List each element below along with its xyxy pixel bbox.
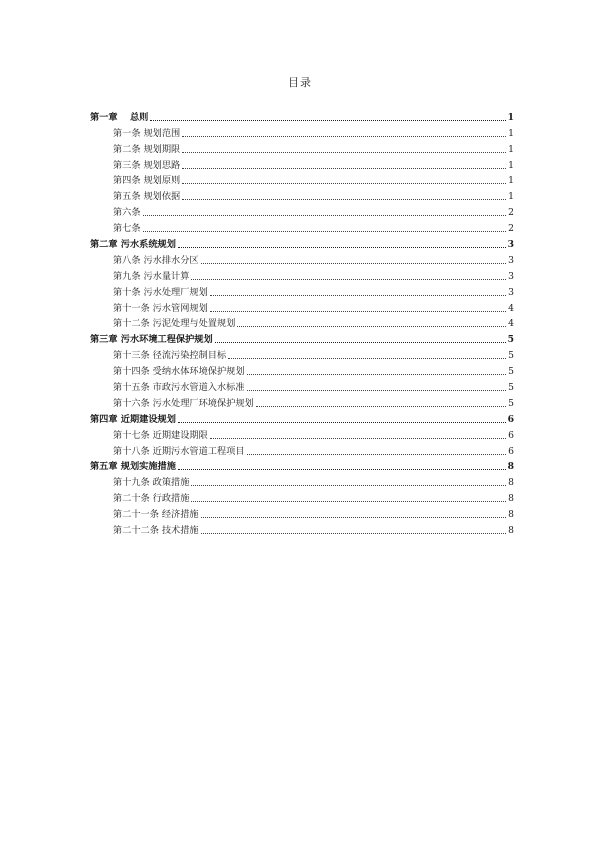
toc-section-entry[interactable] — [90, 251, 514, 267]
toc-dot-leader — [191, 501, 506, 502]
toc-section-entry[interactable] — [90, 473, 514, 489]
toc-dot-leader — [247, 454, 506, 455]
toc-page-number: 8 — [508, 509, 514, 521]
toc-entry-label: 第九条 污水量计算 — [113, 270, 190, 282]
toc-page-number: 8 — [508, 477, 514, 489]
toc-page-number: 1 — [508, 191, 514, 203]
toc-page-number: 6 — [508, 445, 514, 457]
toc-chapter-entry[interactable] — [90, 410, 514, 426]
toc-page-number: 3 — [508, 254, 514, 266]
toc-entry-label: 第十八条 近期污水管道工程项目 — [113, 445, 245, 457]
toc-chapter-entry[interactable] — [90, 108, 514, 124]
toc-entry-label: 第十三条 径流污染控制目标 — [113, 350, 227, 362]
toc-dot-leader — [201, 533, 506, 534]
toc-entry-label: 第十二条 污泥处理与处置规划 — [113, 318, 236, 330]
toc-dot-leader — [215, 342, 506, 343]
toc-page-number: 3 — [507, 239, 514, 251]
toc-dot-leader — [182, 199, 506, 200]
toc-section-entry[interactable] — [90, 394, 514, 410]
toc-page-number: 8 — [508, 525, 514, 537]
toc-page-number: 6 — [508, 429, 514, 441]
toc-dot-leader — [247, 390, 506, 391]
toc-dot-leader — [210, 295, 506, 296]
toc-dot-leader — [143, 231, 506, 232]
toc-section-entry[interactable] — [90, 489, 514, 505]
toc-entry-label: 第二十一条 经济措施 — [113, 509, 199, 521]
toc-page-number: 6 — [507, 413, 514, 425]
toc-dot-leader — [150, 120, 505, 121]
toc-entry-label: 第十六条 污水处理厂环境保护规划 — [113, 397, 254, 409]
toc-page-number: 1 — [508, 143, 514, 155]
toc-dot-leader — [256, 406, 506, 407]
toc-entry-label: 第五条 规划依据 — [113, 191, 181, 203]
toc-entry-label: 第七条 — [113, 223, 141, 235]
toc-page-number: 4 — [508, 318, 514, 330]
toc-entry-label: 第六条 — [113, 207, 141, 219]
toc-entry-label: 第三条 规划思路 — [113, 159, 181, 171]
toc-section-entry[interactable] — [90, 362, 514, 378]
toc-page-number: 3 — [508, 270, 514, 282]
toc-section-entry[interactable] — [90, 426, 514, 442]
toc-page-number: 5 — [508, 350, 514, 362]
toc-chapter-entry[interactable] — [90, 235, 514, 251]
toc-title: 目录 — [288, 76, 312, 89]
toc-section-entry[interactable] — [90, 299, 514, 315]
toc-section-entry[interactable] — [90, 219, 514, 235]
toc-section-entry[interactable] — [90, 156, 514, 172]
toc-page-number: 3 — [508, 286, 514, 298]
table-of-contents — [90, 108, 514, 537]
toc-dot-leader — [178, 469, 506, 470]
toc-page-number: 2 — [508, 207, 514, 219]
toc-dot-leader — [201, 263, 506, 264]
toc-section-entry[interactable] — [90, 315, 514, 331]
toc-page-number: 1 — [507, 111, 514, 123]
toc-page-number: 5 — [508, 397, 514, 409]
toc-section-entry[interactable] — [90, 140, 514, 156]
toc-page-number: 8 — [507, 461, 514, 473]
toc-entry-label: 第十四条 受纳水体环境保护规划 — [113, 366, 245, 378]
toc-dot-leader — [237, 326, 506, 327]
toc-section-entry[interactable] — [90, 283, 514, 299]
toc-dot-leader — [182, 136, 506, 137]
toc-chapter-entry[interactable] — [90, 330, 514, 346]
toc-entry-label: 第二十二条 技术措施 — [113, 525, 199, 537]
toc-section-entry[interactable] — [90, 267, 514, 283]
toc-page-number: 1 — [508, 159, 514, 171]
toc-entry-label: 第十七条 近期建设期限 — [113, 429, 208, 441]
toc-section-entry[interactable] — [90, 124, 514, 140]
toc-section-entry[interactable] — [90, 187, 514, 203]
toc-entry-label: 第十五条 市政污水管道入水标准 — [113, 382, 245, 394]
toc-dot-leader — [210, 438, 506, 439]
toc-entry-label: 第十一条 污水管网规划 — [113, 302, 208, 314]
toc-section-entry[interactable] — [90, 521, 514, 537]
toc-section-entry[interactable] — [90, 346, 514, 362]
toc-entry-label: 第五章 规划实施措施 — [90, 461, 176, 473]
toc-page-number: 5 — [508, 382, 514, 394]
toc-dot-leader — [247, 374, 506, 375]
toc-page-number: 1 — [508, 127, 514, 139]
toc-section-entry[interactable] — [90, 442, 514, 458]
toc-entry-label: 第八条 污水排水分区 — [113, 254, 199, 266]
toc-entry-label: 第二十条 行政措施 — [113, 493, 190, 505]
toc-section-entry[interactable] — [90, 378, 514, 394]
toc-dot-leader — [201, 517, 506, 518]
toc-dot-leader — [143, 215, 506, 216]
toc-entry-label: 第二章 污水系统规划 — [90, 239, 176, 251]
toc-dot-leader — [191, 279, 506, 280]
toc-page-number: 1 — [508, 175, 514, 187]
toc-page-number: 4 — [508, 302, 514, 314]
toc-entry-label: 第四章 近期建设规划 — [90, 413, 176, 425]
toc-entry-label: 第十条 污水处理厂规划 — [113, 286, 208, 298]
toc-dot-leader — [191, 485, 506, 486]
toc-entry-label: 第三章 污水环境工程保护规划 — [90, 334, 213, 346]
toc-entry-label: 第二条 规划期限 — [113, 143, 181, 155]
toc-dot-leader — [178, 247, 506, 248]
toc-page-number: 5 — [507, 334, 514, 346]
toc-dot-leader — [210, 311, 506, 312]
toc-chapter-entry[interactable] — [90, 458, 514, 474]
toc-dot-leader — [228, 358, 506, 359]
toc-entry-label: 第四条 规划原则 — [113, 175, 181, 187]
toc-entry-label: 第一条 规划范围 — [113, 127, 181, 139]
toc-dot-leader — [178, 422, 506, 423]
toc-section-entry[interactable] — [90, 203, 514, 219]
toc-section-entry[interactable] — [90, 505, 514, 521]
toc-dot-leader — [182, 168, 506, 169]
toc-dot-leader — [182, 183, 506, 184]
toc-page-number: 5 — [508, 366, 514, 378]
toc-entry-label: 第十九条 政策措施 — [113, 477, 190, 489]
toc-entry-label: 第一章 总则 — [90, 111, 149, 123]
toc-page-number: 8 — [508, 493, 514, 505]
toc-page-number: 2 — [508, 223, 514, 235]
toc-section-entry[interactable] — [90, 172, 514, 188]
toc-dot-leader — [182, 152, 506, 153]
